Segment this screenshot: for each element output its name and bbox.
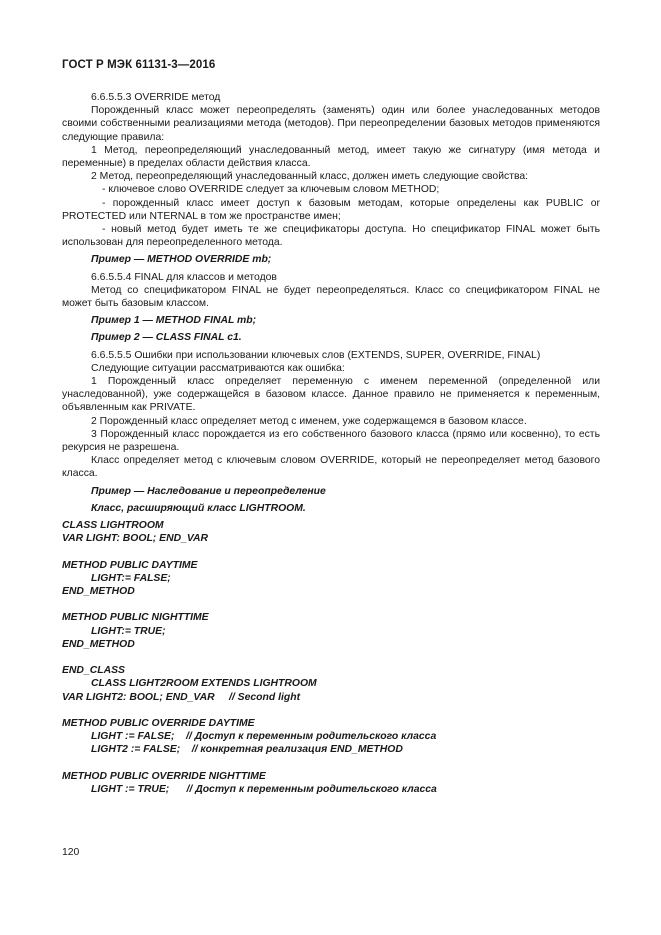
code-line: METHOD PUBLIC OVERRIDE NIGHTTIME bbox=[62, 770, 266, 782]
paragraph: Метод со спецификатором FINAL не будет переопределяться. Класс со спецификатором FINAL не может быть базовым классом. bbox=[62, 284, 600, 310]
paragraph: Следующие ситуации рассматриваются как ошибка: bbox=[91, 362, 345, 374]
code-line: LIGHT2 := FALSE; // конкретная реализация END_METHOD bbox=[91, 744, 403, 756]
code-line: METHOD PUBLIC DAYTIME bbox=[62, 559, 198, 571]
paragraph: 2 Метод, переопределяющий унаследованный класс, должен иметь следующие свойства: bbox=[91, 171, 529, 183]
paragraph: 2 Порожденный класс определяет метод с именем, уже содержащемся в базовом классе. bbox=[91, 415, 527, 427]
example: Пример — METHOD OVERRIDE mb; bbox=[91, 254, 272, 266]
page-number: 120 bbox=[62, 847, 80, 858]
example: Пример 1 — METHOD FINAL mb; bbox=[91, 315, 257, 327]
code-line: LIGHT:= FALSE; bbox=[91, 572, 171, 584]
code-line: LIGHT:= TRUE; bbox=[91, 625, 166, 637]
running-header: ГОСТ Р МЭК 61131-3—2016 bbox=[62, 59, 216, 71]
paragraph: 1 Порожденный класс определяет переменную с именем переменной (определенной или унаследованной), уже содержащейся в базовом классе. Данное правило не применяется к переменным, объявленным как PRIVATE. bbox=[62, 376, 600, 414]
list-item: - ключевое слово OVERRIDE следует за ключевым словом METHOD; bbox=[102, 184, 440, 196]
code-line: CLASS LIGHT2ROOM EXTENDS LIGHTROOM bbox=[91, 678, 317, 690]
code-line: LIGHT := FALSE; // Доступ к переменным родительского класса bbox=[91, 731, 437, 743]
paragraph: 1 Метод, переопределяющий унаследованный метод, имеет такую же сигнатуру (имя метода и переменные) в пределах области действия класса. bbox=[62, 144, 600, 170]
code-line: METHOD PUBLIC OVERRIDE DAYTIME bbox=[62, 718, 255, 730]
code-line: END_METHOD bbox=[62, 638, 135, 650]
code-line: VAR LIGHT: BOOL; END_VAR bbox=[62, 533, 209, 545]
paragraph: 3 Порожденный класс порождается из его собственного базового класса (прямо или косвенно), то есть рекурсия не разрешена. bbox=[62, 428, 600, 454]
code-line: END_CLASS bbox=[62, 665, 125, 677]
section-heading-errors: 6.6.5.5.5 Ошибки при использовании ключевых слов (EXTENDS, SUPER, OVERRIDE, FINAL) bbox=[91, 349, 541, 361]
code-line: END_METHOD bbox=[62, 586, 135, 598]
code-line: METHOD PUBLIC NIGHTTIME bbox=[62, 612, 209, 624]
section-heading-override: 6.6.5.5.3 OVERRIDE метод bbox=[91, 92, 221, 103]
code-listing bbox=[62, 519, 600, 796]
code-line: LIGHT := TRUE; // Доступ к переменным родительского класса bbox=[91, 784, 437, 796]
code-line: CLASS LIGHTROOM bbox=[62, 520, 164, 532]
paragraph: Порожденный класс может переопределять (заменять) один или более унаследованных методов своими собственными реализациями метода (методов). При переопределении базовых методов применяются следующие правила: bbox=[62, 105, 600, 143]
example: Пример 2 — CLASS FINAL c1. bbox=[91, 332, 242, 344]
code-line: VAR LIGHT2: BOOL; END_VAR // Second light bbox=[62, 691, 301, 703]
list-item: - порожденный класс имеет доступ к базовым методам, которые определены как PUBLIC or PROTECTED или NTERNAL в том же пространстве имен; bbox=[62, 197, 600, 222]
paragraph: Класс определяет метод с ключевым словом OVERRIDE, который не переопределяет метод базового класса. bbox=[62, 455, 600, 480]
example: Пример — Наследование и переопределение bbox=[91, 485, 326, 497]
example: Класс, расширяющий класс LIGHTROOM. bbox=[91, 502, 306, 514]
list-item: - новый метод будет иметь те же спецификаторы доступа. Но спецификатор FINAL может быть использован для переопределенного метода. bbox=[62, 224, 600, 249]
section-heading-final: 6.6.5.5.4 FINAL для классов и методов bbox=[91, 271, 277, 283]
page-body bbox=[62, 91, 600, 796]
